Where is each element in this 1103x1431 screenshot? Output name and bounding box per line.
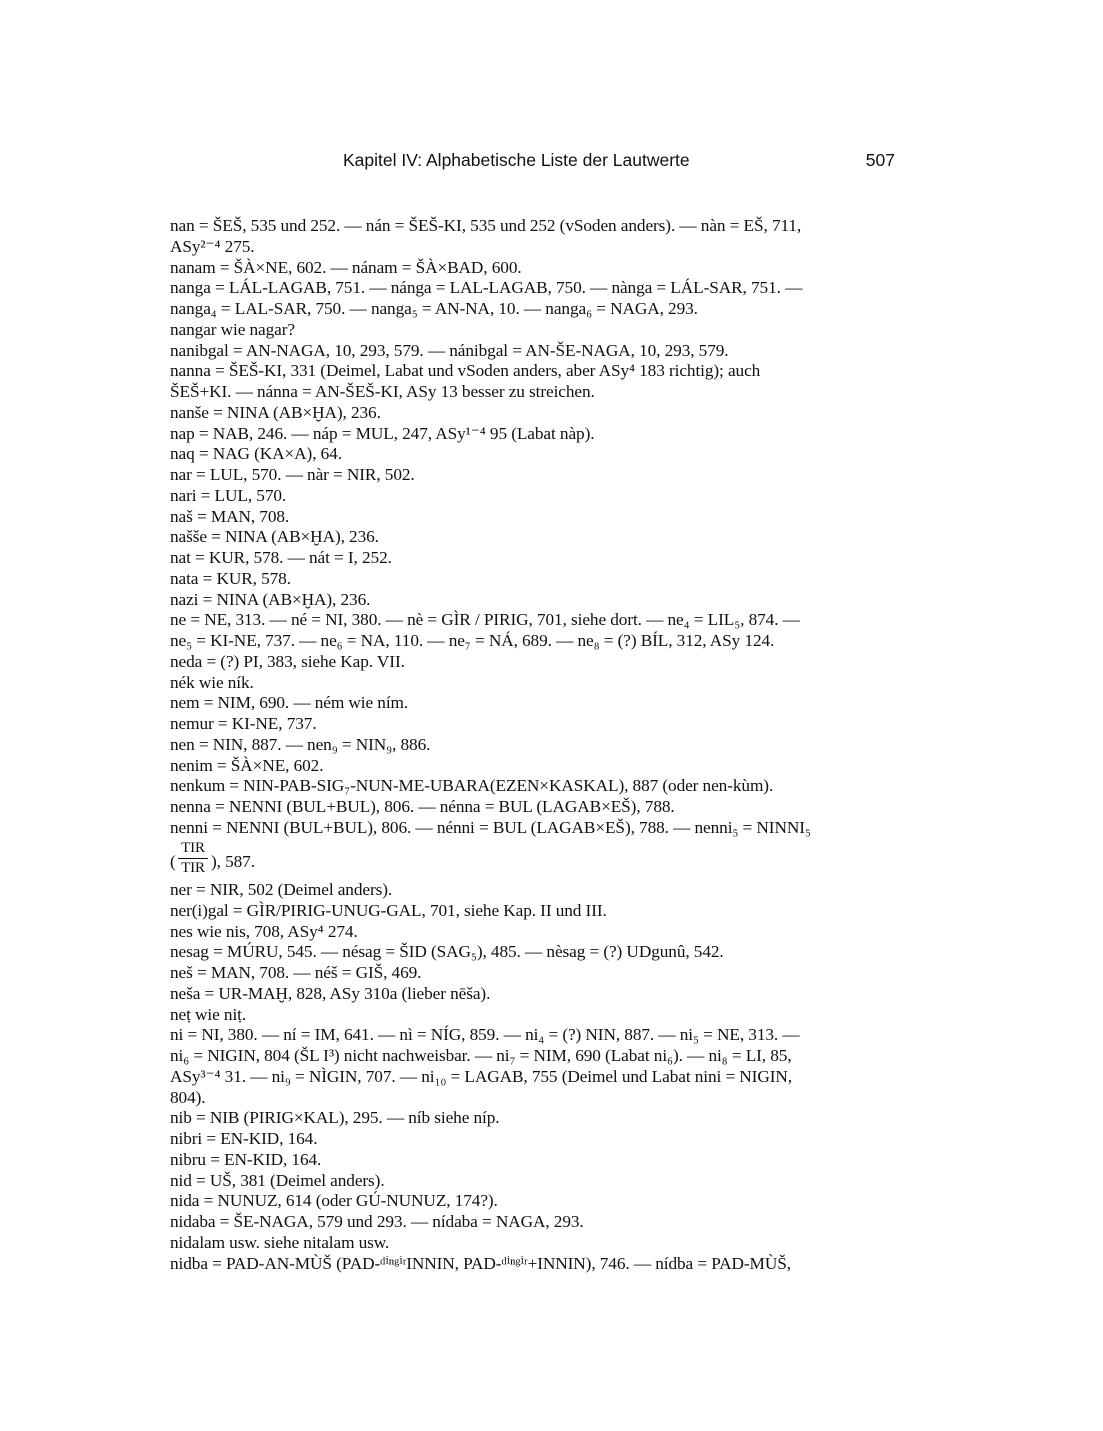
entry-line: nék wie ník. [170,672,254,692]
entry-line: nes wie nis, 708, ASy⁴ 274. [170,921,358,941]
entry-line: nibri = EN-KID, 164. [170,1129,318,1148]
entries-block-2 [170,880,900,1274]
entry-line: nibru = EN-KID, 164. [170,1149,322,1169]
entry-line: neda = (?) PI, 383, siehe Kap. VII. [170,651,405,671]
entry-line: neš = MAN, 708. — néš = GIŠ, 469. [170,963,422,982]
entry-line: našše = NINA (AB×ḪA), 236. [170,527,379,547]
entry-line: naq = NAG (KA×A), 64. [170,444,342,464]
entry-line: nan = ŠEŠ, 535 und 252. — nán = ŠEŠ-KI, 535 und 252 (vSoden anders). — nàn = EŠ, 711, [170,216,802,235]
entry-line: nenni = NENNI (BUL+BUL), 806. — nénni = BUL (LAGAB×EŠ), 788. — nenni₅ = NINNI₅ [170,817,811,837]
page-number: 507 [865,150,895,170]
entry-line: nar = LUL, 570. — nàr = NIR, 502. [170,465,415,484]
entry-line: ni = NI, 380. — ní = IM, 641. — nì = NÍG, 859. — ni₄ = (?) NIN, 887. — ni₅ = NE, 313. — [170,1025,800,1045]
entry-line: nangar wie nagar? [170,319,295,339]
entry-line: nen = NIN, 887. — nen₉ = NIN₉, 886. [170,734,431,754]
entry-line: nidaba = ŠE-NAGA, 579 und 293. — nídaba = NAGA, 293. [170,1212,584,1231]
entry-line: ASy³⁻⁴ 31. — ni₉ = NÌGIN, 707. — ni₁₀ = LAGAB, 755 (Deimel und Labat nini = NIGIN, [170,1066,792,1086]
entry-line: neša = UR-MAḪ, 828, ASy 310a (lieber nēša). [170,983,491,1003]
running-header [343,150,895,176]
entry-line: nenna = NENNI (BUL+BUL), 806. — nénna = BUL (LAGAB×EŠ), 788. [170,797,675,816]
entry-line: ASy²⁻⁴ 275. [170,236,255,256]
entry-line: nanga₄ = LAL-SAR, 750. — nanga₅ = AN-NA, 10. — nanga₆ = NAGA, 293. [170,299,698,318]
entry-line: ne = NE, 313. — né = NI, 380. — nè = GÌR / PIRIG, 701, siehe dort. — ne₄ = LIL₅, 874. — [170,610,800,630]
entry-line: ŠEŠ+KI. — nánna = AN-ŠEŠ-KI, ASy 13 besser zu streichen. [170,382,595,401]
entry-line: 804). [170,1087,206,1107]
fraction-open-paren: ( [170,851,176,871]
entry-line: nida = NUNUZ, 614 (oder GÚ-NUNUZ, 174?). [170,1191,498,1211]
entry-line: nanam = ŠÀ×NE, 602. — nánam = ŠÀ×BAD, 600. [170,257,522,277]
fraction-entry-line [170,839,900,881]
entry-line: nanna = ŠEŠ-KI, 331 (Deimel, Labat und vSoden anders, aber ASy⁴ 183 richtig); auch [170,361,761,381]
chapter-title: Kapitel IV: Alphabetische Liste der Lautwerte [343,150,690,170]
fraction [178,839,208,878]
entry-line: nazi = NINA (AB×ḪA), 236. [170,589,371,609]
entries-block-1 [170,216,900,839]
entry-line: nanga = LÁL-LAGAB, 751. — nánga = LAL-LAGAB, 750. — nànga = LÁL-SAR, 751. — [170,278,803,298]
entry-line: nap = NAB, 246. — náp = MUL, 247, ASy¹⁻⁴ 95 (Labat nàp). [170,423,595,443]
fraction-denominator: TIR [181,859,205,876]
entry-line: nemur = KI-NE, 737. [170,714,317,733]
entry-line: nenkum = NIN-PAB-SIG₇-NUN-ME-UBARA(EZEN×KASKAL), 887 (oder nen-kùm). [170,776,774,796]
fraction-numerator: TIR [178,839,208,859]
entry-line: ner = NIR, 502 (Deimel anders). [170,880,393,899]
fraction-rest: ), 587. [211,851,255,871]
entry-line: nid = UŠ, 381 (Deimel anders). [170,1170,385,1190]
entry-line: nenim = ŠÀ×NE, 602. [170,755,324,775]
entry-line: ner(i)gal = GÌR/PIRIG-UNUG-GAL, 701, siehe Kap. II und III. [170,900,607,920]
entry-line: nesag = MÚRU, 545. — nésag = ŠID (SAG₅), 485. — nèsag = (?) UDgunû, 542. [170,942,724,962]
entry-line: nidba = PAD-AN-MÙŠ (PAD-ᵈⁱⁿᵍⁱʳINNIN, PAD-ᵈⁱⁿᵍⁱʳ+INNIN), 746. — nídba = PAD-MÙŠ, [170,1253,791,1273]
entry-line: ni₆ = NIGIN, 804 (ŠL I³) nicht nachweisbar. — ni₇ = NIM, 690 (Labat ni₆). — ni₈ = LI, 85, [170,1046,792,1065]
entry-line: naš = MAN, 708. [170,506,290,526]
entry-line: nata = KUR, 578. [170,568,291,588]
entry-line: ne₅ = KI-NE, 737. — ne₆ = NA, 110. — ne₇ = NÁ, 689. — ne₈ = (?) BÍL, 312, ASy 124. [170,631,775,650]
entry-line: nidalam usw. siehe nitalam usw. [170,1232,390,1252]
entry-line: nanibgal = AN-NAGA, 10, 293, 579. — nánibgal = AN-ŠE-NAGA, 10, 293, 579. [170,340,729,360]
entry-line: nanše = NINA (AB×ḪA), 236. [170,402,381,422]
entry-line: nem = NIM, 690. — ném wie ním. [170,693,409,713]
entry-line: nari = LUL, 570. [170,485,287,505]
entry-line: nib = NIB (PIRIG×KAL), 295. — níb siehe níp. [170,1108,500,1128]
entry-line: neṭ wie niṭ. [170,1004,247,1024]
entry-line: nat = KUR, 578. — nát = I, 252. [170,548,392,567]
sign-list-entries [170,216,900,1274]
